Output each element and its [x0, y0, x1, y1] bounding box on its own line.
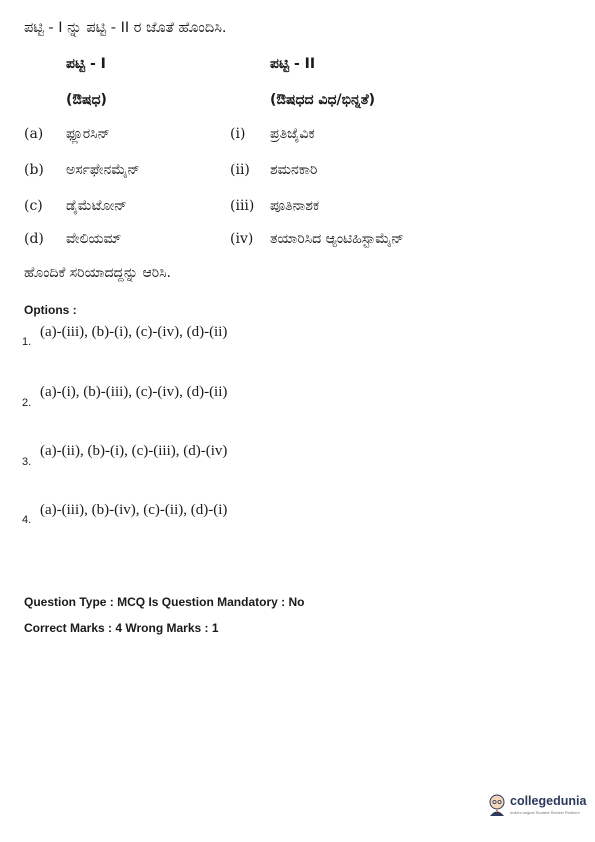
row-iii-tag: (iii): [230, 198, 255, 214]
row-b-tag: (b): [24, 162, 44, 178]
option-4-number: 4.: [22, 514, 32, 526]
option-4-text[interactable]: (a)-(iii), (b)-(iv), (c)-(ii), (d)-(i): [40, 502, 228, 518]
row-i-type: ಪ್ರತಿಜೈವಿಕ: [270, 126, 315, 142]
question-footer: ಹೊಂದಿಕೆ ಸರಿಯಾದದ್ದನ್ನು ಆರಿಸಿ.: [24, 265, 171, 281]
option-1-number: 1.: [22, 336, 32, 348]
list1-subtitle: (ಔಷಧ): [66, 92, 107, 108]
question-instruction: ಪಟ್ಟಿ - I ನ್ನು ಪಟ್ಟಿ - II ರ ಜೊತೆ ಹೊಂದಿಸಿ.: [24, 20, 227, 36]
row-a-tag: (a): [24, 126, 44, 142]
student-avatar-icon: [486, 792, 508, 818]
list2-subtitle: (ಔಷಧದ ವಿಧ/ಭಿನ್ನತೆ): [270, 92, 376, 108]
option-3-number: 3.: [22, 456, 32, 468]
row-ii-type: ಶಮನಕಾರಿ: [270, 162, 318, 178]
logo-tagline: India's largest Student Review Platform: [510, 810, 580, 815]
row-c-tag: (c): [24, 198, 43, 214]
list1-title: ಪಟ್ಟಿ - I: [66, 56, 106, 72]
row-c-drug: ಡೈಮೆಟೋನ್: [66, 198, 127, 214]
row-a-drug: ಫ್ಲೂರಸಿನ್: [66, 126, 110, 142]
option-3-text[interactable]: (a)-(ii), (b)-(i), (c)-(iii), (d)-(iv): [40, 443, 228, 459]
row-ii-tag: (ii): [230, 162, 250, 178]
logo-name: collegedunia: [510, 794, 587, 808]
row-d-drug: ವೇಲಿಯಮ್: [66, 231, 122, 247]
row-iv-type: ತಯಾರಿಸಿದ ಆ್ಯಂಟಿಹಿಸ್ಟಾಮೈನ್: [270, 231, 404, 247]
options-label: Options :: [24, 303, 77, 317]
row-iv-tag: (iv): [230, 231, 254, 247]
option-2-text[interactable]: (a)-(i), (b)-(iii), (c)-(iv), (d)-(ii): [40, 384, 228, 400]
option-2-number: 2.: [22, 397, 32, 409]
row-d-tag: (d): [24, 231, 44, 247]
row-b-drug: ಅರ್ಸಫೇನಮೈನ್: [66, 162, 140, 178]
marks-line: Correct Marks : 4 Wrong Marks : 1: [24, 621, 219, 635]
row-i-tag: (i): [230, 126, 246, 142]
list2-title: ಪಟ್ಟಿ - II: [270, 56, 316, 72]
question-type-line: Question Type : MCQ Is Question Mandatory : No: [24, 595, 305, 609]
collegedunia-logo: [486, 790, 587, 820]
option-1-text[interactable]: (a)-(iii), (b)-(i), (c)-(iv), (d)-(ii): [40, 324, 228, 340]
row-iii-type: ಪೂತಿನಾಶಕ: [270, 198, 320, 214]
